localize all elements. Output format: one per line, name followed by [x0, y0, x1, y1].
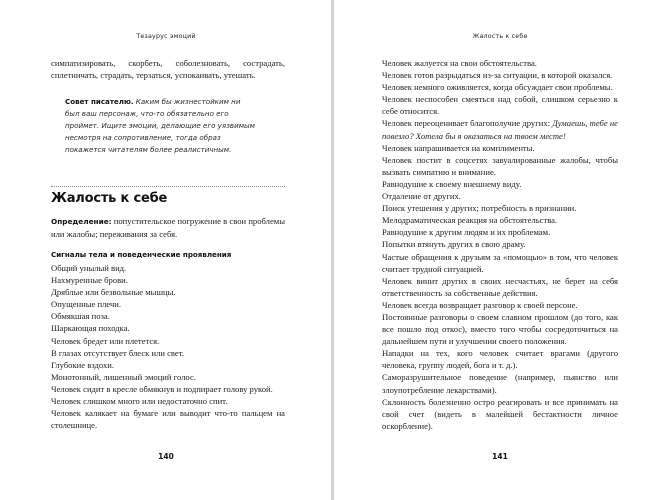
section-title: Жалость к себе — [51, 191, 168, 206]
list-item: В глазах отсутствует блеск или свет. — [51, 347, 185, 358]
signals-list-left — [51, 262, 285, 431]
list-item: Мелодраматическая реакция на обстоятельства. — [382, 215, 558, 226]
list-item: Человек жалуется на свои обстоятельства. — [382, 58, 537, 68]
writer-tip-box — [65, 96, 255, 156]
list-item: Дряблые или безвольные мышцы. — [51, 287, 176, 298]
left-page — [0, 0, 332, 500]
list-item — [382, 117, 618, 141]
list-item: Человек постит в соцсетях завуалированные жалобы, чтобы вызвать симпатию и внимание. — [382, 154, 618, 177]
list-item: Общий унылый вид. — [51, 263, 127, 273]
list-item: Саморазрушительное поведение (например, пьянство или злоупотребление лекарствами). — [382, 372, 618, 395]
section-divider — [51, 186, 285, 187]
list-item: Отдаление от других. — [382, 191, 461, 202]
list-item: Нападки на тех, кого человек считает врагами (другого человека, группу людей, бога и т. д.). — [382, 348, 618, 371]
list-item-italic-quote: Думаешь, тебе не повезло? Хотела бы я оказаться на твоем месте! — [382, 118, 618, 141]
list-item: Человек сидит в кресле обмякнув и подпирает голову рукой. — [51, 383, 273, 394]
list-item-text: Человек переоценивает благополучие других: — [382, 118, 553, 129]
list-item: Поиск утешения у других; потребность в признании. — [382, 203, 577, 214]
intro-text: симпатизировать, скорбеть, соболезновать, сострадать, сплетничать, страдать, терзаться, успокаивать, утешать. — [51, 58, 285, 81]
page-number-right: 141 — [492, 452, 508, 461]
list-item: Равнодушие к другим людям и их проблемам. — [382, 227, 551, 238]
running-head-left: Тезаурус эмоций — [136, 33, 196, 40]
signals-title: Сигналы тела и поведенческие проявления — [51, 250, 232, 259]
list-item: Нахмуренные брови. — [51, 275, 128, 286]
list-item: Склонность болезненно остро реагировать и все принимать на свой счет (видеть в малейшей бестактности личное оскорбление). — [382, 396, 618, 431]
list-item: Человек немного оживляется, когда обсуждает свои проблемы. — [382, 82, 613, 93]
definition-text: попустительское погружение в свои проблемы или жалобы; переживания за себя. — [51, 216, 285, 240]
list-item: Человек калякает на бумаге или выводит что-то пальцем на столешнице. — [51, 408, 285, 431]
definition — [51, 215, 285, 240]
list-item: Человек винит других в своих несчастьях, не берет на себя ответственность за собственные действия. — [382, 275, 618, 298]
definition-label: Определение: — [51, 217, 112, 226]
page-number-left: 140 — [158, 452, 174, 461]
list-item: Человек бредет или плетется. — [51, 335, 160, 346]
writer-tip-label: Совет писателю. — [65, 97, 134, 106]
list-item: Глубокие вздохи. — [51, 359, 114, 370]
list-item: Монотонный, лишенный эмоций голос. — [51, 371, 196, 382]
list-item: Попытки втянуть других в свою драму. — [382, 239, 526, 250]
list-item: Обмякшая поза. — [51, 311, 110, 322]
list-item: Человек неспособен смеяться над собой, слишком серьезно к себе относится. — [382, 94, 618, 117]
list-item: Человек напрашивается на комплименты. — [382, 142, 535, 153]
list-item: Шаркающая походка. — [51, 323, 130, 334]
writer-tip-text: Каким бы жизнестойким ни был ваш персонаж, что-то обязательно его проймет. Ищите эмоции, делающие его уязвимым несмотря на сопротивление, тогда образ покажется читателям более реалистичным. — [65, 97, 255, 155]
intro-paragraph — [51, 57, 285, 81]
list-item: Опущенные плечи. — [51, 299, 122, 310]
list-item: Постоянные разговоры о своем славном прошлом (до того, как все пошло под откос), вместо того чтобы сосредоточиться на дальнейшем пути и улучшении своего положения. — [382, 311, 618, 347]
list-item: Человек всегда возвращает разговор к своей персоне. — [382, 299, 578, 310]
right-page — [334, 0, 666, 500]
list-item: Равнодушие к своему внешнему виду. — [382, 178, 522, 189]
running-head-right: Жалость к себе — [472, 33, 528, 40]
signals-list-right — [382, 57, 618, 432]
list-item: Частые обращения к друзьям за «помощью» в том, что человек считает трудной ситуацией. — [382, 251, 618, 274]
list-item: Человек слишком много или недостаточно спит. — [51, 396, 228, 407]
list-item: Человек готов разрыдаться из-за ситуации, в которой оказался. — [382, 70, 613, 81]
